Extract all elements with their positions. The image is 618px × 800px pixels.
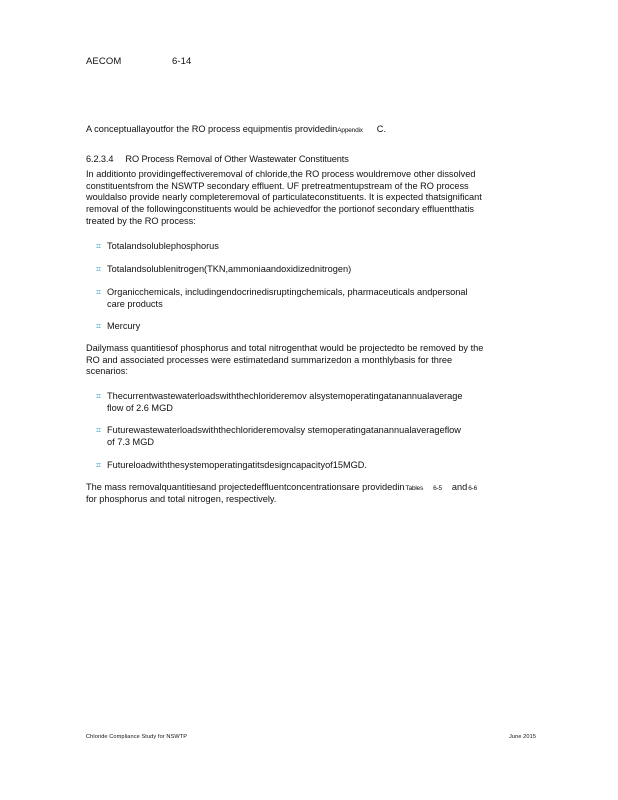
section-title: RO Process Removal of Other Wastewater Constituents bbox=[125, 154, 349, 164]
header-company: AECOM bbox=[86, 56, 122, 67]
paragraph-1 bbox=[86, 169, 538, 228]
list-item bbox=[96, 264, 536, 276]
tables-label: Tables bbox=[405, 485, 424, 492]
list-item bbox=[96, 391, 536, 414]
section-heading bbox=[86, 154, 349, 164]
footer-right: June 2015 bbox=[509, 734, 537, 740]
list-item-text: care products bbox=[107, 298, 163, 309]
list-item-text: Totalandsolublenitrogen(TKN,ammoniaandoxidizednitrogen) bbox=[107, 264, 352, 274]
paragraph-line: constituentsfrom the NSWTP secondary effluent. UF pretreatmentupstream of the RO process bbox=[86, 180, 469, 191]
intro-end: . bbox=[383, 124, 386, 134]
list-item-text: Organicchemicals, includingendocrinedisruptingchemicals, pharmaceuticals andpersonal bbox=[107, 287, 468, 297]
paragraph-line: scenarios: bbox=[86, 366, 128, 377]
list-item bbox=[96, 425, 536, 448]
list-item bbox=[96, 241, 536, 253]
list-item-text: flow of 2.6 MGD bbox=[107, 402, 173, 413]
appendix-ref: C bbox=[376, 124, 384, 134]
list-item-text: Thecurrentwastewaterloadswiththechlorideremov alsystemoperatingatanannualaverage bbox=[107, 391, 463, 401]
table-ref-b: 6-6 bbox=[468, 485, 478, 492]
bullet-icon: ⌗ bbox=[96, 425, 102, 435]
bullet-icon: ⌗ bbox=[96, 460, 102, 470]
footer-left: Chloride Compliance Study for NSWTP bbox=[86, 734, 188, 740]
paragraph-line: Dailymass quantitiesof phosphorus and total nitrogenthat would be projectedto be removed by the bbox=[86, 343, 484, 353]
list-item-text: Totalandsolublephosphorus bbox=[107, 241, 219, 251]
closing-and: and bbox=[451, 482, 468, 492]
bullet-icon: ⌗ bbox=[96, 287, 102, 297]
intro-line bbox=[86, 124, 386, 134]
paragraph-line: wouldalso provide nearly completeremoval of particulateconstituents. It is expected thatsignificant bbox=[86, 192, 482, 203]
intro-text: A conceptuallayoutfor the RO process equipmentis providedin bbox=[86, 124, 338, 134]
paragraph-2 bbox=[86, 343, 538, 378]
list-item bbox=[96, 321, 536, 333]
list-item bbox=[96, 287, 536, 310]
paragraph-line: In additionto providingeffectiveremoval of chloride,the RO process wouldremove other dissolved bbox=[86, 169, 476, 179]
header-page-number: 6-14 bbox=[172, 56, 192, 67]
list-item bbox=[96, 460, 536, 472]
list-item-text: of 7.3 MGD bbox=[107, 436, 154, 447]
paragraph-line: treated by the RO process: bbox=[86, 215, 196, 226]
table-ref-a: 6-5 bbox=[433, 485, 442, 492]
closing-line-1 bbox=[86, 482, 477, 492]
appendix-label: Appendix bbox=[337, 127, 363, 134]
bullet-icon: ⌗ bbox=[96, 241, 102, 251]
paragraph-line: RO and associated processes were estimatedand summarizedon a monthlybasis for three bbox=[86, 354, 453, 365]
list-item-text: Mercury bbox=[107, 321, 141, 331]
closing-line-2: for phosphorus and total nitrogen, respectively. bbox=[86, 494, 277, 504]
closing-text: The mass removalquantitiesand projectedeffluentconcentrationsare providedin bbox=[86, 482, 405, 492]
section-number: 6.2.3.4 bbox=[86, 154, 114, 164]
bullet-icon: ⌗ bbox=[96, 264, 102, 274]
paragraph-line: removal of the followingconstituents would be achievedfor the portionof secondary effluentthatis bbox=[86, 204, 474, 215]
bullet-icon: ⌗ bbox=[96, 321, 102, 331]
list-item-text: Futurewastewaterloadswiththechlorideremovalsy stemoperatingatanannualaverageflow bbox=[107, 425, 461, 435]
bullet-icon: ⌗ bbox=[96, 391, 102, 401]
list-item-text: Futureloadwiththesystemoperatingatitsdesigncapacityof15MGD. bbox=[107, 460, 367, 470]
